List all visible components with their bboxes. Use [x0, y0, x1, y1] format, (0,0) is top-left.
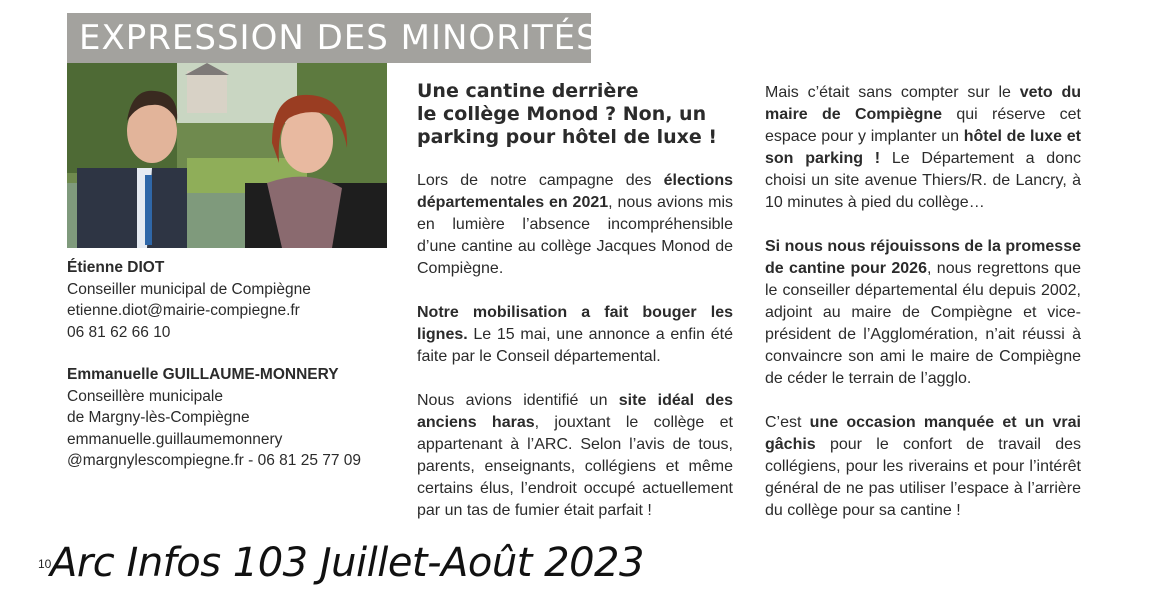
article-paragraph	[417, 302, 733, 368]
article-column-1	[417, 170, 733, 544]
issue-footer: Arc Infos 103 Juillet-Août 2023	[50, 540, 644, 586]
contact-email: etienne.diot@mairie-compiegne.fr	[67, 302, 300, 319]
contact-card	[67, 364, 367, 472]
body-text: qui réserve cet espace pour y implanter un	[765, 106, 1082, 145]
contact-role: Conseiller municipal de Compiègne	[67, 280, 311, 298]
contact-email: emmanuelle.guillaumemonnery	[67, 430, 283, 448]
contact-role: Conseillère municipale	[67, 387, 223, 405]
contact-card	[67, 257, 367, 343]
emphasis-text: élections départementales en 2021	[417, 172, 733, 211]
section-banner	[67, 13, 599, 63]
contact-name: Étienne DIOT	[67, 259, 165, 276]
contact-name: Emmanuelle GUILLAUME-MONNERY	[67, 366, 339, 383]
body-text: C’est	[765, 414, 810, 431]
body-text: Nous avions identifié un	[417, 392, 619, 409]
emphasis-text: Si nous nous réjouissons de la promesse de cantine pour 2026	[765, 238, 1081, 277]
body-text: , nous regrettons que le conseiller départemental élu depuis 2002, adjoint au maire de Compiègne et vice-président de l’Agglomération, n’ait réussi à convaincre son ami le maire de Compiègne de céder le terrain de l’agglo.	[765, 260, 1081, 387]
body-text: , jouxtant le collège et appartenant à l’ARC. Selon l’avis de tous, parents, enseignants, collégiens et même certains élus, l’endroit occupé actuellement par un tas de fumier était parfait !	[417, 414, 734, 519]
contact-email-phone: @margnylescompiegne.fr - 06 81 25 77 09	[67, 452, 362, 469]
emphasis-text: site idéal des anciens haras	[417, 392, 733, 431]
page-number: 10	[38, 557, 52, 571]
emphasis-text: une occasion manquée et un vrai gâchis	[765, 414, 1082, 453]
heading-line: parking pour hôtel de luxe !	[417, 126, 718, 148]
article-paragraph	[417, 170, 733, 280]
body-text: pour le confort de travail des collégiens, pour les riverains et pour l’intérêt général de ne pas utiliser l’espace à l’arrière du collège pour sa cantine !	[765, 436, 1081, 519]
body-text: Lors de notre campagne des	[417, 172, 664, 189]
contact-phone: 06 81 62 66 10	[67, 323, 171, 341]
emphasis-text: hôtel de luxe et son parking !	[765, 128, 1081, 167]
heading-line: Une cantine derrière	[417, 80, 639, 102]
article-paragraph	[765, 82, 1081, 214]
heading-line: le collège Monod ? Non, un	[417, 103, 707, 125]
body-text: Le Département a donc choisi un site avenue Thiers/R. de Lancry, à 10 minutes à pied du collège…	[765, 150, 1081, 211]
body-text: Le 15 mai, une annonce a enfin été faite par le Conseil départemental.	[417, 326, 733, 365]
section-title: EXPRESSION DES MINORITÉS	[79, 18, 599, 58]
body-text: Mais c’était sans compter sur le	[765, 84, 1020, 101]
article-paragraph	[765, 236, 1081, 390]
emphasis-text: Notre mobilisation a fait bouger les lignes.	[417, 304, 733, 343]
body-text: , nous avions mis en lumière l’absence incompréhensible d’une cantine au collège Jacques Monod de Compiègne.	[417, 194, 734, 277]
article-column-2	[765, 82, 1081, 544]
article-heading	[417, 80, 747, 149]
article-paragraph	[417, 390, 733, 522]
article-paragraph	[765, 412, 1081, 522]
contact-commune: de Margny-lès-Compiègne	[67, 409, 250, 426]
emphasis-text: veto du maire de Compiègne	[765, 84, 1081, 123]
councillors-photo	[67, 63, 387, 248]
contacts-panel	[67, 257, 367, 472]
